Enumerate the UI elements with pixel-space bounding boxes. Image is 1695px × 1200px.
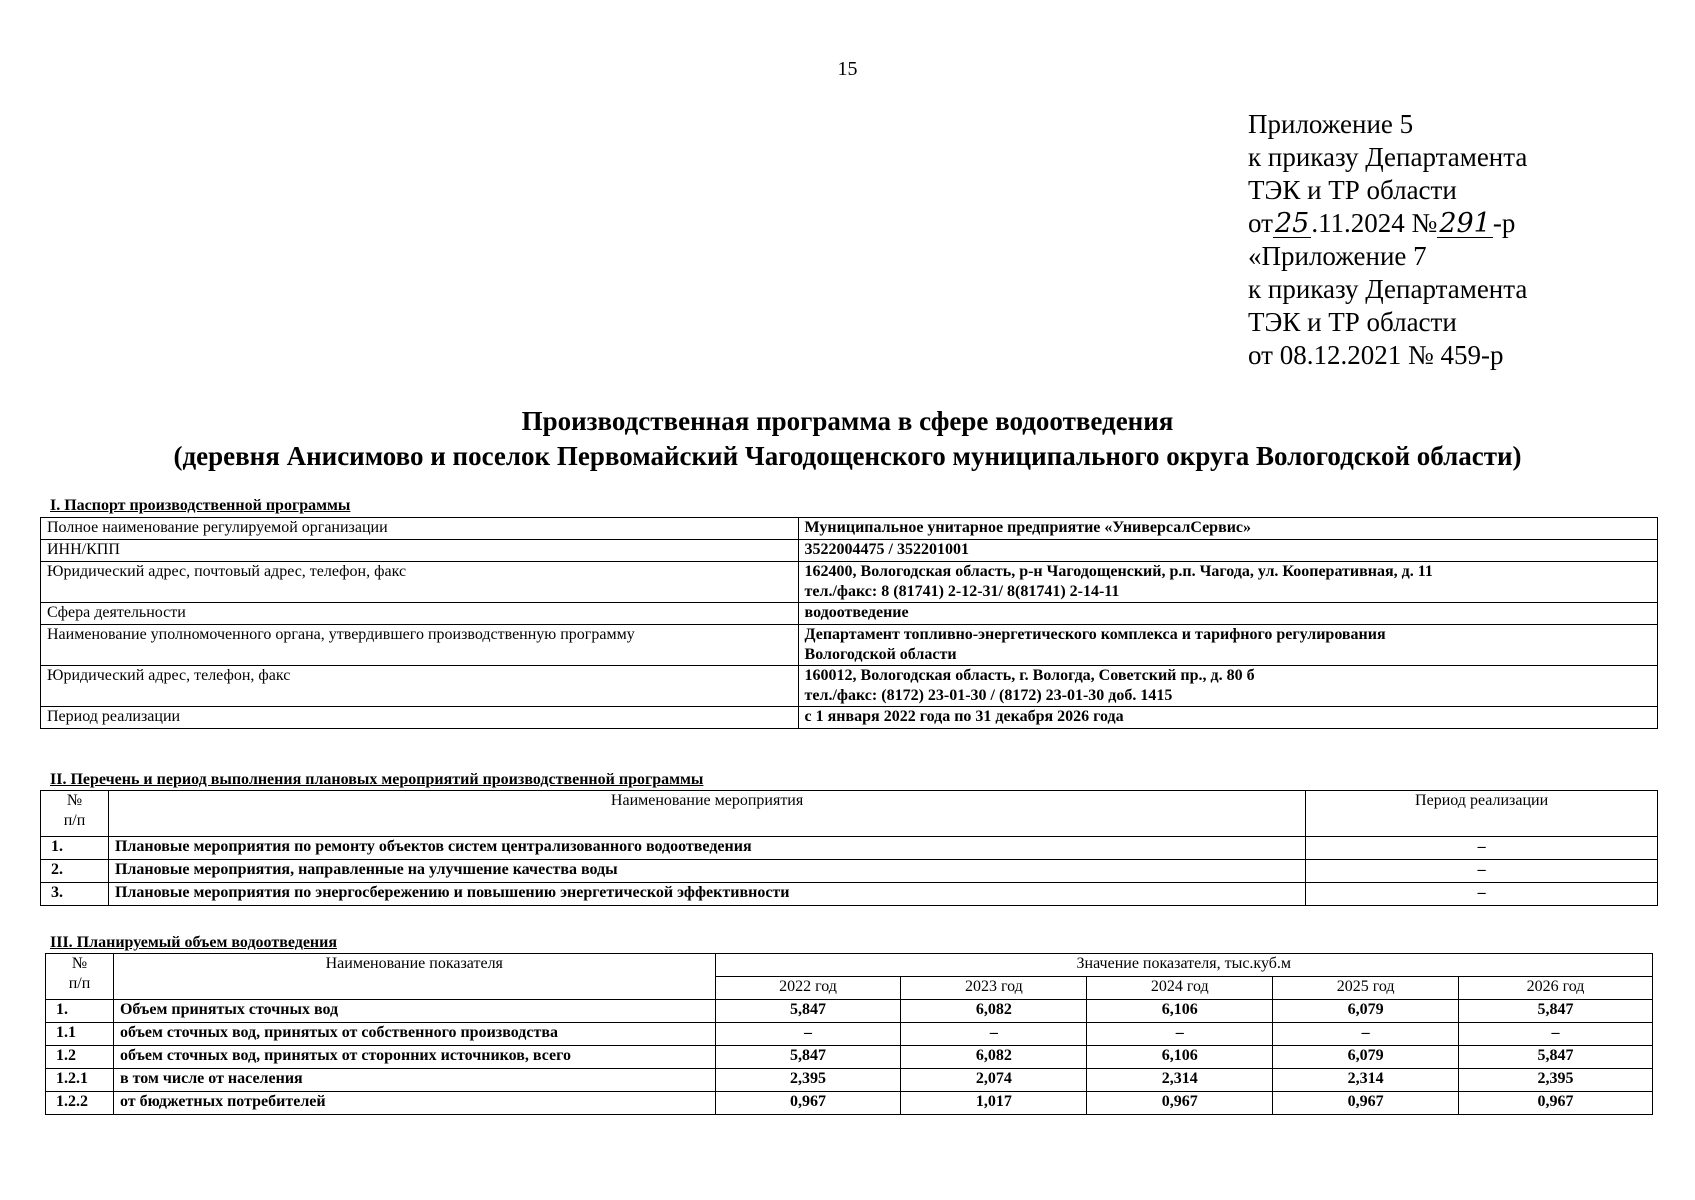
col-period-header: Период реализации (1306, 791, 1658, 837)
activity-row (41, 883, 1658, 906)
passport-value-line: Муниципальное унитарное предприятие «УниверсалСервис» (804, 519, 1252, 536)
annex-line: к приказу Департамента (1248, 274, 1528, 304)
indicator-name: в том числе от населения (113, 1069, 715, 1092)
passport-row (41, 518, 1658, 540)
passport-value-line: Департамент топливно-энергетического комплекса и тарифного регулирования (804, 626, 1386, 643)
indicator-number: 1.2 (46, 1046, 114, 1069)
annex-date-middle: .11.2024 № (1311, 208, 1438, 238)
indicator-value: 6,082 (901, 1046, 1087, 1069)
indicator-value: 2,395 (715, 1069, 901, 1092)
indicator-value: 6,106 (1087, 1046, 1273, 1069)
activities-header-row (41, 791, 1658, 837)
passport-value-line: с 1 января 2022 года по 31 декабря 2026 года (804, 708, 1124, 725)
passport-key: Юридический адрес, телефон, факс (41, 666, 799, 707)
activities-table-body (41, 837, 1658, 906)
activity-number: 3. (41, 883, 109, 906)
annex-line: ТЭК и ТР области (1248, 175, 1457, 205)
activity-row (41, 837, 1658, 860)
indicator-number: 1.2.1 (46, 1069, 114, 1092)
indicator-name: объем сточных вод, принятых от сторонних источников, всего (113, 1046, 715, 1069)
year-header: 2026 год (1459, 977, 1653, 1000)
year-header: 2024 год (1087, 977, 1273, 1000)
indicator-value: 5,847 (1459, 1000, 1653, 1023)
annex-date-prefix: от (1248, 208, 1273, 238)
volume-header-row-1 (46, 954, 1653, 977)
annex-line: к приказу Департамента (1248, 142, 1528, 172)
indicator-value: 5,847 (1459, 1046, 1653, 1069)
indicator-value: 2,395 (1459, 1069, 1653, 1092)
passport-value (798, 666, 1657, 707)
annex-line: Приложение 5 (1248, 109, 1414, 139)
indicator-value: – (715, 1023, 901, 1046)
col-num-header (46, 954, 114, 1000)
volume-row (46, 1046, 1653, 1069)
indicator-name: объем сточных вод, принятых от собственного производства (113, 1023, 715, 1046)
year-header: 2022 год (715, 977, 901, 1000)
indicator-value: 1,017 (901, 1092, 1087, 1115)
passport-value-line: тел./факс: (8172) 23-01-30 / (8172) 23-01-30 доб. 1415 (804, 687, 1173, 704)
passport-value-line: 162400, Вологодская область, р-н Чагодощенский, р.п. Чагода, ул. Кооперативная, д. 11 (804, 563, 1433, 580)
title-line-1: Производственная программа в сфере водоотведения (521, 406, 1174, 436)
section-1-heading: I. Паспорт производственной программы (50, 497, 351, 514)
passport-value (798, 562, 1657, 603)
col-num-header (41, 791, 109, 837)
activity-period: – (1306, 860, 1658, 883)
col-value-header: Значение показателя, тыс.куб.м (715, 954, 1652, 977)
activity-period: – (1306, 837, 1658, 860)
indicator-value: – (1459, 1023, 1653, 1046)
indicator-value: 2,074 (901, 1069, 1087, 1092)
indicator-value: 0,967 (1087, 1092, 1273, 1115)
indicator-number: 1.2.2 (46, 1092, 114, 1115)
passport-value (798, 603, 1657, 625)
col-num-line-1: № (71, 955, 88, 972)
passport-key: Полное наименование регулируемой организации (41, 518, 799, 540)
passport-key: Сфера деятельности (41, 603, 799, 625)
passport-value-line: водоотведение (804, 604, 909, 621)
activity-number: 2. (41, 860, 109, 883)
page-number: 15 (837, 58, 858, 80)
col-num-line-2: п/п (63, 812, 86, 829)
year-header: 2025 год (1273, 977, 1459, 1000)
handwritten-day: 25 (1274, 208, 1310, 239)
indicator-value: 0,967 (1273, 1092, 1459, 1115)
indicator-number: 1. (46, 1000, 114, 1023)
volume-row (46, 1000, 1653, 1023)
indicator-value: 0,967 (715, 1092, 901, 1115)
year-header: 2023 год (901, 977, 1087, 1000)
volume-table (45, 953, 1653, 1115)
section-3-heading: III. Планируемый объем водоотведения (50, 934, 338, 951)
document-title (0, 404, 1695, 474)
passport-key: Период реализации (41, 707, 799, 729)
passport-key: Юридический адрес, почтовый адрес, телефон, факс (41, 562, 799, 603)
passport-value (798, 540, 1657, 562)
passport-value (798, 625, 1657, 666)
indicator-value: 5,847 (715, 1046, 901, 1069)
handwritten-number: 291 (1439, 208, 1491, 239)
indicator-value: 6,079 (1273, 1000, 1459, 1023)
passport-value (798, 518, 1657, 540)
indicator-number: 1.1 (46, 1023, 114, 1046)
activity-name: Плановые мероприятия по ремонту объектов систем централизованного водоотведения (108, 837, 1305, 860)
activity-row (41, 860, 1658, 883)
annex-block (1248, 108, 1527, 372)
volume-table-body (46, 1000, 1653, 1115)
volume-row (46, 1069, 1653, 1092)
section-2-heading: II. Перечень и период выполнения плановых мероприятий производственной программы (50, 771, 704, 788)
annex-line: от 08.12.2021 № 459-р (1248, 340, 1504, 370)
passport-table (40, 517, 1658, 729)
indicator-value: 2,314 (1087, 1069, 1273, 1092)
indicator-name: Объем принятых сточных вод (113, 1000, 715, 1023)
title-line-2: (деревня Анисимово и поселок Первомайский Чагодощенского муниципального округа Вологодской области) (173, 441, 1522, 471)
passport-row (41, 707, 1658, 729)
indicator-value: – (1087, 1023, 1273, 1046)
passport-table-body (41, 518, 1658, 729)
col-indicator-header: Наименование показателя (113, 954, 715, 1000)
passport-key: ИНН/КПП (41, 540, 799, 562)
passport-row (41, 562, 1658, 603)
col-name-header: Наименование мероприятия (108, 791, 1305, 837)
passport-row (41, 540, 1658, 562)
col-num-line-2: п/п (68, 975, 91, 992)
col-num-line-1: № (66, 792, 83, 809)
volume-row (46, 1092, 1653, 1115)
annex-date-suffix: -р (1492, 208, 1516, 238)
activity-period: – (1306, 883, 1658, 906)
volume-row (46, 1023, 1653, 1046)
passport-row (41, 625, 1658, 666)
annex-line: ТЭК и ТР области (1248, 307, 1457, 337)
passport-row (41, 666, 1658, 707)
annex-date-line (1248, 207, 1527, 240)
activities-table (40, 790, 1658, 906)
indicator-value: 6,082 (901, 1000, 1087, 1023)
indicator-value: 6,106 (1087, 1000, 1273, 1023)
activity-name: Плановые мероприятия, направленные на улучшение качества воды (108, 860, 1305, 883)
passport-row (41, 603, 1658, 625)
passport-key: Наименование уполномоченного органа, утвердившего производственную программу (41, 625, 799, 666)
annex-line: «Приложение 7 (1248, 241, 1427, 271)
passport-value (798, 707, 1657, 729)
indicator-value: 5,847 (715, 1000, 901, 1023)
passport-value-line: тел./факс: 8 (81741) 2-12-31/ 8(81741) 2-14-11 (804, 583, 1120, 600)
activity-name: Плановые мероприятия по энергосбережению и повышению энергетической эффективности (108, 883, 1305, 906)
indicator-value: – (1273, 1023, 1459, 1046)
indicator-value: 0,967 (1459, 1092, 1653, 1115)
indicator-value: – (901, 1023, 1087, 1046)
passport-value-line: 160012, Вологодская область, г. Вологда, Советский пр., д. 80 б (804, 667, 1255, 684)
indicator-name: от бюджетных потребителей (113, 1092, 715, 1115)
passport-value-line: 3522004475 / 352201001 (804, 541, 969, 558)
indicator-value: 2,314 (1273, 1069, 1459, 1092)
passport-value-line: Вологодской области (804, 646, 957, 663)
indicator-value: 6,079 (1273, 1046, 1459, 1069)
activity-number: 1. (41, 837, 109, 860)
